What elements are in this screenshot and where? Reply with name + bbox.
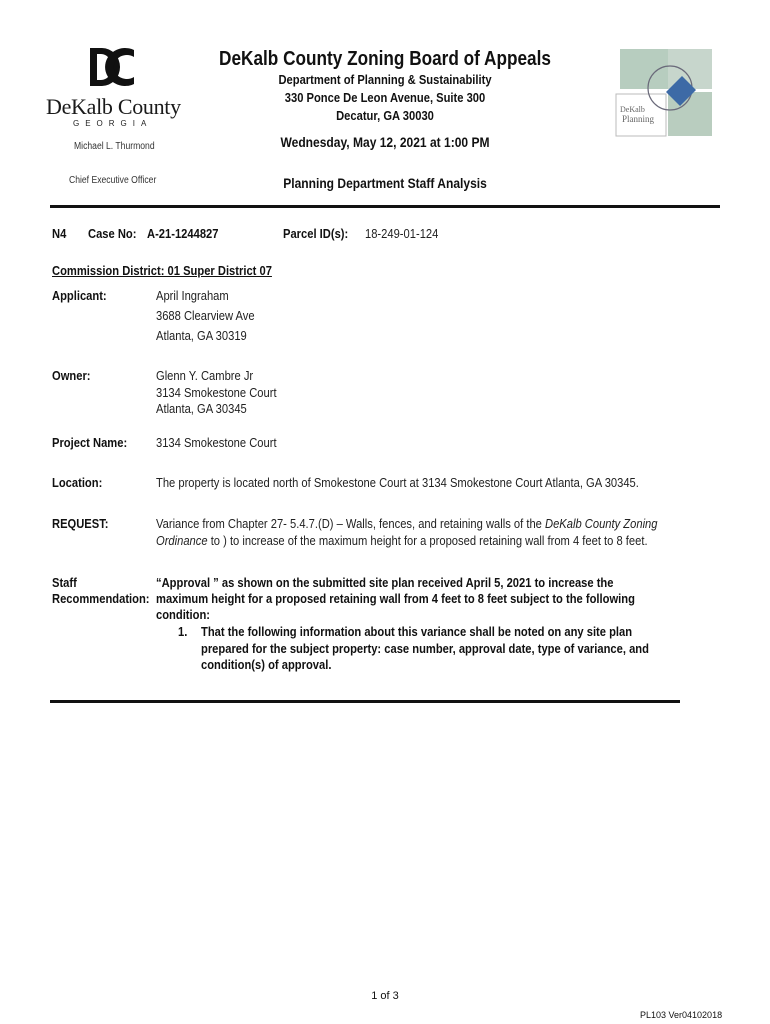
svg-text:Planning: Planning bbox=[622, 114, 655, 124]
recommendation-line-3: condition: bbox=[156, 607, 211, 622]
parcel-label: Parcel ID(s): bbox=[283, 226, 349, 241]
project-name: 3134 Smokestone Court bbox=[156, 435, 277, 450]
address-line-2: Decatur, GA 30030 bbox=[336, 108, 434, 123]
project-label: Project Name: bbox=[52, 435, 128, 450]
svg-text:DeKalb: DeKalb bbox=[620, 105, 645, 114]
recommendation-line-2: maximum height for a proposed retaining wall from 4 feet to 8 feet subject to the following bbox=[156, 591, 635, 606]
recommendation-label: Recommendation: bbox=[52, 591, 150, 606]
recommendation-line-1: “Approval ” as shown on the submitted site plan received April 5, 2021 to increase the bbox=[156, 575, 614, 590]
owner-address-1: 3134 Smokestone Court bbox=[156, 385, 277, 400]
condition-number: 1. bbox=[178, 624, 188, 639]
meeting-date: Wednesday, May 12, 2021 at 1:00 PM bbox=[280, 134, 490, 150]
commission-district: Commission District: 01 Super District 07 bbox=[52, 263, 272, 278]
owner-address-2: Atlanta, GA 30345 bbox=[156, 401, 247, 416]
address-line-1: 330 Ponce De Leon Avenue, Suite 300 bbox=[284, 90, 486, 105]
applicant-address-1: 3688 Clearview Ave bbox=[156, 308, 255, 323]
ceo-name: Michael L. Thurmond bbox=[74, 141, 155, 152]
county-name: DeKalb County bbox=[46, 94, 181, 119]
staff-label: Staff bbox=[52, 575, 77, 590]
dekalb-planning-logo-icon bbox=[612, 46, 712, 138]
dekalb-dc-logo-icon bbox=[88, 46, 136, 88]
applicant-label: Applicant: bbox=[52, 288, 107, 303]
condition-line-2: prepared for the subject property: case number, approval date, type of variance, and bbox=[201, 641, 649, 656]
owner-name: Glenn Y. Cambre Jr bbox=[156, 368, 254, 383]
owner-label: Owner: bbox=[52, 368, 91, 383]
applicant-address-2: Atlanta, GA 30319 bbox=[156, 328, 247, 343]
location-text: The property is located north of Smokestone Court at 3134 Smokestone Court Atlanta, GA 30345. bbox=[156, 475, 639, 490]
section-divider bbox=[50, 700, 680, 703]
case-number: A-21-1244827 bbox=[147, 226, 219, 241]
item-number: N4 bbox=[52, 226, 67, 241]
parcel-id: 18-249-01-124 bbox=[365, 226, 439, 241]
analysis-title: Planning Department Staff Analysis bbox=[283, 175, 487, 191]
request-line-2: Ordinance to ) to increase of the maximum height for a proposed retaining wall from 4 feet to 8 feet. bbox=[156, 533, 648, 548]
applicant-name: April Ingraham bbox=[156, 288, 229, 303]
condition-line-1: That the following information about this variance shall be noted on any site plan bbox=[201, 624, 633, 639]
case-label: Case No: bbox=[88, 226, 137, 241]
header-divider bbox=[50, 205, 720, 208]
form-version: PL103 Ver04102018 bbox=[640, 1010, 723, 1020]
department-name: Department of Planning & Sustainability bbox=[278, 72, 492, 87]
state-label: GEORGIA bbox=[73, 119, 153, 128]
location-label: Location: bbox=[52, 475, 103, 490]
ceo-title: Chief Executive Officer bbox=[69, 175, 157, 186]
request-line-1: Variance from Chapter 27- 5.4.7.(D) – Walls, fences, and retaining walls of the DeKalb County Zoning bbox=[156, 516, 658, 531]
condition-line-3: condition(s) of approval. bbox=[201, 657, 332, 672]
request-label: REQUEST: bbox=[52, 516, 109, 531]
page-number: 1 of 3 bbox=[371, 990, 399, 1002]
board-title: DeKalb County Zoning Board of Appeals bbox=[219, 48, 551, 70]
